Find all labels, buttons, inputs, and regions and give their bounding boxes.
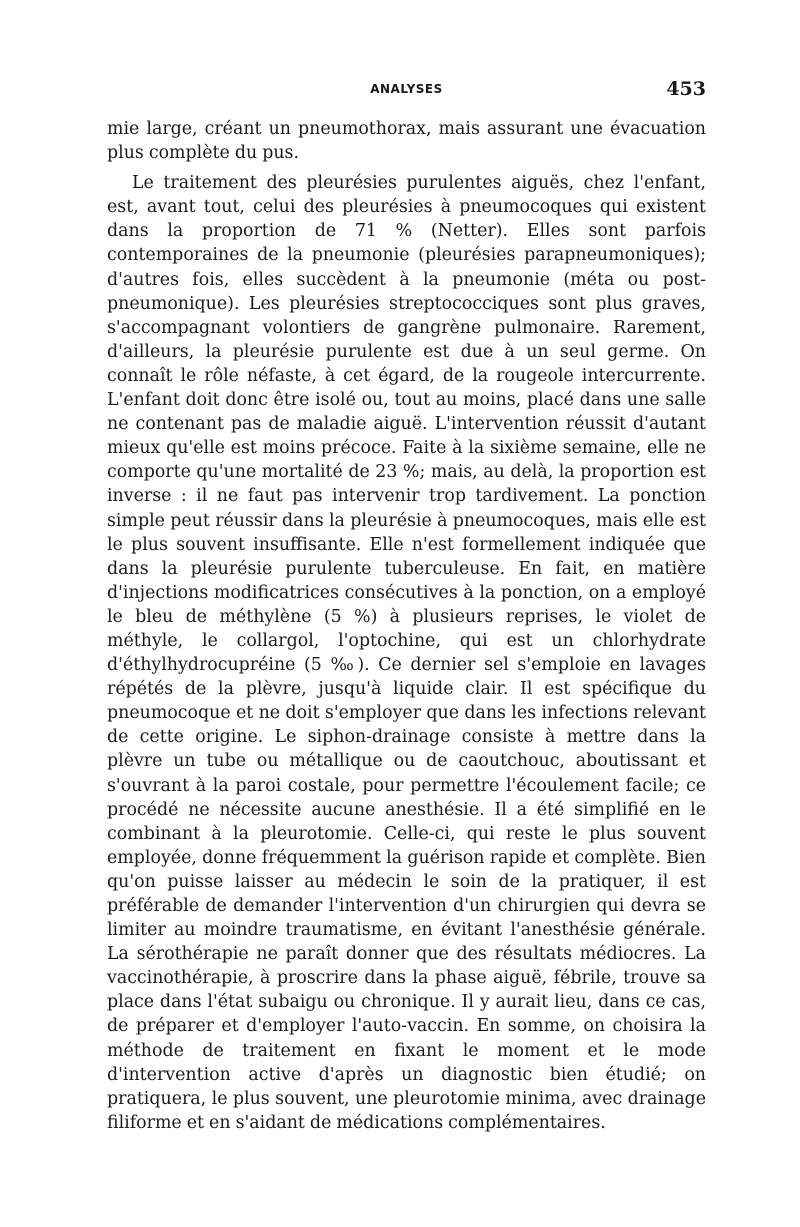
body-text bbox=[107, 117, 706, 1135]
page-number: 453 bbox=[666, 78, 706, 100]
running-head bbox=[107, 80, 706, 104]
paragraph-treatment: Le traitement des pleurésies purulentes aiguës, chez l'enfant, est, avant tout, celui des pleurésies à pneumocoques qui existent dans la proportion de 71 % (Netter). Elles sont parfois contemporaines de la pneumonie (pleurésies parapneumoniques); d'autres fois, elles succèdent à la pneumonie (méta ou post-pneumonique). Les pleurésies streptococciques sont plus graves, s'accompagnant volontiers de gangrène pulmonaire. Rarement, d'ailleurs, la pleurésie purulente est due à un seul germe. On connaît le rôle néfaste, à cet égard, de la rougeole intercurrente. L'enfant doit donc être isolé ou, tout au moins, placé dans une salle ne contenant pas de maladie aiguë. L'intervention réussit d'autant mieux qu'elle est moins précoce. Faite à la sixième semaine, elle ne comporte qu'une mortalité de 23 %; mais, au delà, la proportion est inverse : il ne faut pas intervenir trop tardivement. La ponction simple peut réussir dans la pleurésie à pneumocoques, mais elle est le plus souvent insuffisante. Elle n'est formellement indiquée que dans la pleurésie purulente tuberculeuse. En fait, en matière d'injections modificatrices consécutives à la ponction, on a employé le bleu de méthylène (5 %) à plusieurs reprises, le violet de méthyle, le collargol, l'optochine, qui est un chlorhydrate d'éthylhydrocupréine (5 ‰). Ce dernier sel s'emploie en lavages répétés de la plèvre, jusqu'à liquide clair. Il est spécifique du pneumocoque et ne doit s'employer que dans les infections relevant de cette origine. Le siphon-drainage consiste à mettre dans la plèvre un tube ou métallique ou de caoutchouc, aboutissant et s'ouvrant à la paroi costale, pour permettre l'écoulement facile; ce procédé ne nécessite aucune anesthésie. Il a été simplifié en le combinant à la pleurotomie. Celle-ci, qui reste le plus souvent employée, donne fréquemment la guérison rapide et complète. Bien qu'on puisse laisser au médecin le soin de la pratiquer, il est préférable de demander l'intervention d'un chirurgien qui devra se limiter au moindre traumatisme, en évitant l'anesthésie générale. La sérothérapie ne paraît donner que des résultats médiocres. La vaccinothérapie, à proscrire dans la phase aiguë, fébrile, trouve sa place dans l'état subaigu ou chronique. Il y aurait lieu, dans ce cas, de préparer et d'employer l'auto-vaccin. En somme, on choisira la méthode de traitement en fixant le moment et le mode d'intervention active d'après un diagnostic bien étudié; on pratiquera, le plus souvent, une pleurotomie minima, avec drainage filiforme et en s'aidant de médications complémentaires. bbox=[107, 173, 706, 1133]
paragraph-continuation: mie large, créant un pneumothorax, mais assurant une évacuation plus complète du pus. bbox=[107, 119, 706, 164]
running-title: ANALYSES bbox=[370, 82, 443, 96]
